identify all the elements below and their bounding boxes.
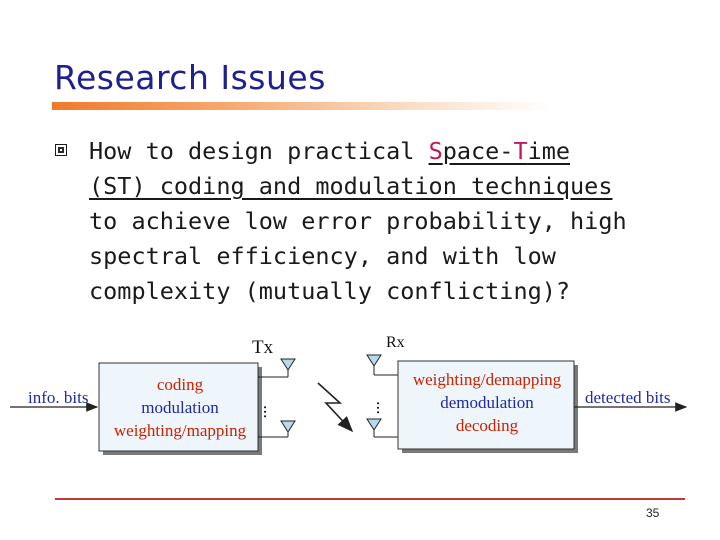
checkbox-bullet-icon xyxy=(55,144,67,156)
time-initial: T xyxy=(513,137,528,165)
space-time-term xyxy=(429,137,571,165)
slide-title: Research Issues xyxy=(54,58,326,97)
title-underline-rule xyxy=(52,102,552,110)
bullet-line-3: to achieve low error probability, high xyxy=(89,207,627,235)
space-initial: S xyxy=(428,137,443,165)
bullet-line-2: (ST) coding and modulation techniques xyxy=(89,172,613,200)
rx-label: Rx xyxy=(386,334,405,351)
space-time-system-diagram xyxy=(0,325,720,465)
tx-antenna-bottom-icon xyxy=(258,421,295,437)
tx-coding-label: coding xyxy=(156,375,204,394)
tx-label: Tx xyxy=(252,337,274,358)
output-bits-label: detected bits xyxy=(585,388,671,407)
tx-antenna-ellipsis: ... xyxy=(260,405,280,419)
rx-antenna-top-icon xyxy=(367,355,398,375)
bullet-line-4: spectral efficiency, and with low xyxy=(89,242,556,270)
tx-modulation-label: modulation xyxy=(141,398,219,417)
input-bits-label: info. bits xyxy=(28,388,89,407)
footer-rule xyxy=(55,498,685,500)
channel-lightning-icon xyxy=(318,383,352,431)
rx-demodulation-label: demodulation xyxy=(440,393,534,412)
bullet-line-5: complexity (mutually conflicting)? xyxy=(89,277,571,305)
space-rest: pace- xyxy=(442,137,514,165)
rx-antenna-bottom-icon xyxy=(367,419,398,437)
rx-decoding-label: decoding xyxy=(455,416,519,435)
time-rest: ime xyxy=(527,137,571,165)
bullet-text xyxy=(89,134,689,309)
tx-antenna-top-icon xyxy=(258,359,295,377)
bullet-line-1 xyxy=(89,134,689,169)
rx-weighting-label: weighting/demapping xyxy=(412,370,562,389)
tx-weighting-label: weighting/mapping xyxy=(113,421,247,440)
bullet-line-1-prefix: How to design practical xyxy=(89,137,429,165)
rx-antenna-ellipsis: ... xyxy=(373,401,393,415)
page-number: 35 xyxy=(646,506,660,520)
